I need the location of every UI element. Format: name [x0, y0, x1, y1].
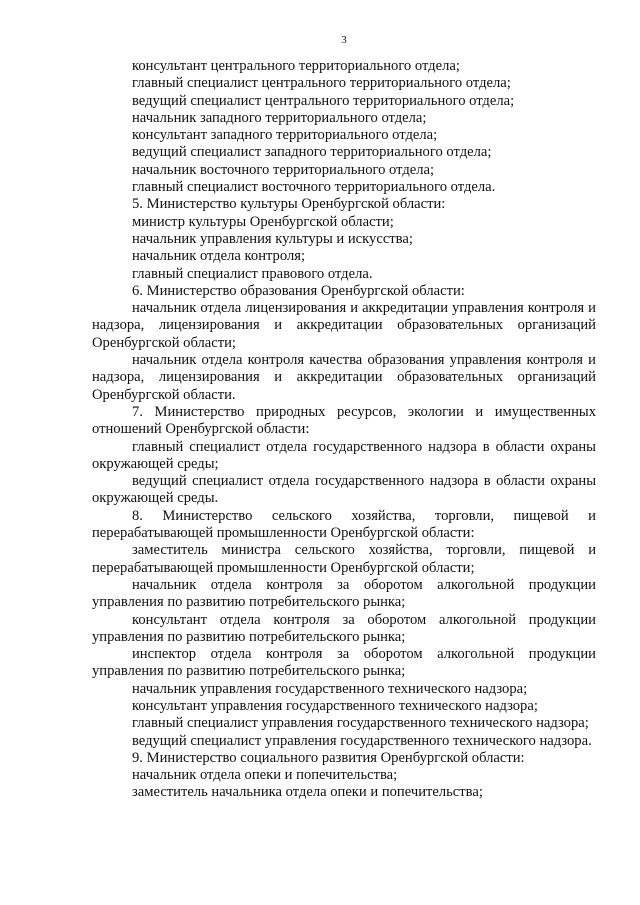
list-item: начальник западного территориального отдела;: [132, 109, 427, 126]
list-item: министр культуры Оренбургской области;: [132, 213, 394, 230]
document-body: [92, 58, 596, 802]
list-item: начальник отдела лицензирования и аккредитации управления контроля и надзора, лицензирования и аккредитации образовательных организаций Оренбургской области;: [92, 300, 596, 351]
list-item: ведущий специалист отдела государственного надзора в области охраны окружающей среды.: [92, 473, 596, 507]
list-item: главный специалист восточного территориального отдела.: [132, 179, 496, 196]
page-number: 3: [341, 34, 347, 46]
list-item: консультант отдела контроля за оборотом алкогольной продукции управления по развитию потребительского рынка;: [92, 611, 596, 645]
list-item: начальник управления культуры и искусства;: [132, 230, 413, 247]
list-item: ведущий специалист западного территориального отдела;: [132, 144, 492, 161]
list-item: консультант управления государственного технического надзора;: [132, 697, 538, 714]
document-page: [92, 0, 596, 905]
list-item: главный специалист управления государственного технического надзора;: [132, 715, 589, 732]
list-item: консультант центрального территориального отдела;: [132, 58, 460, 74]
list-item: начальник отдела контроля;: [132, 248, 306, 265]
list-item: начальник отдела контроля качества образования управления контроля и надзора, лицензирования и аккредитации образовательных организаций Оренбургской области.: [92, 352, 596, 403]
list-item: инспектор отдела контроля за оборотом алкогольной продукции управления по развитию потребительского рынка;: [92, 646, 596, 680]
section-heading: 8. Министерство сельского хозяйства, торговли, пищевой и перерабатывающей промышленности Оренбургской области:: [92, 507, 596, 542]
list-item: главный специалист правового отдела.: [132, 265, 373, 282]
list-item: консультант западного территориального отдела;: [132, 127, 438, 144]
list-item: начальник управления государственного технического надзора;: [132, 680, 528, 697]
list-item: начальник отдела опеки и попечительства;: [132, 767, 398, 784]
section-heading: 7. Министерство природных ресурсов, экологии и имущественных отношений Оренбургской области:: [92, 403, 596, 438]
list-item: ведущий специалист центрального территориального отдела;: [132, 92, 515, 109]
section-heading: 6. Министерство образования Оренбургской области:: [132, 282, 465, 299]
list-item: главный специалист центрального территориального отдела;: [132, 75, 511, 92]
list-item: заместитель начальника отдела опеки и попечительства;: [132, 784, 483, 801]
section-heading: 9. Министерство социального развития Оренбургской области:: [132, 749, 525, 766]
list-item: ведущий специалист управления государственного технического надзора.: [132, 732, 592, 749]
list-item: начальник отдела контроля за оборотом алкогольной продукции управления по развитию потребительского рынка;: [92, 576, 596, 611]
list-item: начальник восточного территориального отдела;: [132, 161, 435, 178]
list-item: заместитель министра сельского хозяйства, торговли, пищевой и перерабатывающей промышленности Оренбургской области;: [92, 542, 596, 576]
section-heading: 5. Министерство культуры Оренбургской области:: [132, 196, 446, 213]
list-item: главный специалист отдела государственного надзора в области охраны окружающей среды;: [92, 438, 596, 472]
